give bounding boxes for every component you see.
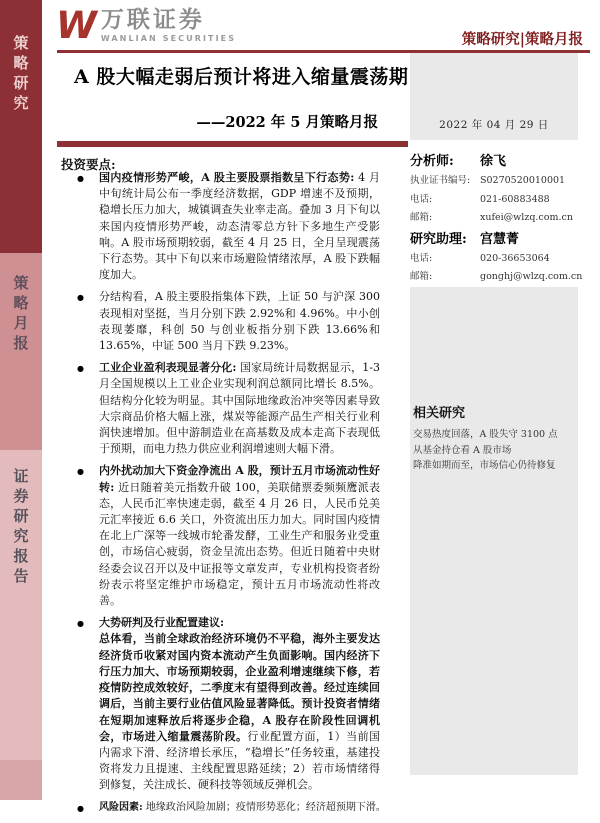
bullet-body: 4 月中旬统计局公布一季度经济数据，GDP 增速不及预期，稳增长压力加大，城镇调查失业率走高。叠加 3 月下旬以来国内疫情形势严峻，动态清零总方针下多地生产受影响。A 股市场预期较弱，截至 4 月 25 日，全月呈现震荡下行态势。其中下旬以来市场避险情绪浓厚，A 股下跌幅度加大。 [99, 171, 380, 282]
report-title: A 股大幅走弱后预计将进入缩量震荡期 [74, 66, 409, 88]
analyst-row-value: gonghj@wlzq.com.cn [480, 271, 583, 282]
analyst-row-label: 电话: [410, 252, 433, 264]
analyst-row-value: 020-36653064 [480, 252, 550, 264]
bullet-marker-icon: ● [77, 619, 84, 629]
analyst-row-value: xufei@wlzq.com.cn [480, 212, 573, 223]
bullet-item [77, 289, 380, 354]
analyst-row-value: S0270520010001 [480, 175, 566, 186]
bullet-body: 分结构看，A 股主要股指集体下跌，上证 50 与沪深 300 表现相对坚挺，当月分别下跌 2.92%和 4.96%。中小创表现萎靡，科创 50 与创业板指分别下跌 13.66%和 13.65%，中证 500 当月下跌 9.23%。 [99, 290, 380, 353]
bullet-text [99, 289, 380, 354]
analyst-row [410, 172, 596, 186]
sidebar-band-label: 证券研究报告 [11, 468, 30, 588]
report-subtitle: ——2022 年 5 月策略月报 [196, 114, 378, 131]
wanlian-logo [56, 4, 237, 47]
bullet-item [77, 615, 380, 793]
logo-name-cn: 万联证券 [100, 7, 205, 33]
bullet-lead: 风险因素: [99, 801, 143, 813]
bullet-marker-icon: ● [77, 293, 84, 303]
analyst-row [410, 209, 596, 223]
sidebar-band-1 [0, 0, 42, 253]
date-box [410, 53, 578, 140]
related-research-item: 交易热度回落，A 股失守 3100 点 [413, 429, 558, 440]
bullet-text [99, 360, 380, 457]
analyst-row-label: 邮箱: [410, 212, 433, 223]
bullet-lead: 工业企业盈利表现显著分化: [99, 361, 237, 375]
sidebar-band-label: 策略研究 [11, 35, 30, 115]
bullet-item [77, 360, 380, 457]
analyst-row-label: 研究助理: [410, 231, 467, 247]
keypoints-heading: 投资要点: [61, 157, 116, 172]
bullet-lead: 内外扰动加大下资金净流出 A 股，预计五月市场流动性好转: [99, 464, 380, 494]
analyst-row-label: 邮箱: [410, 271, 433, 282]
logo-text [101, 8, 236, 43]
analyst-row-label: 分析师: [410, 154, 454, 169]
analyst-row-value: 徐飞 [480, 154, 507, 169]
sidebar-band-2 [0, 253, 42, 450]
analyst-row [410, 250, 596, 264]
analyst-row-value: 宫慧菁 [480, 231, 520, 247]
report-category: 策略研究|策略月报 [461, 31, 583, 48]
bullet-body: 行业配置方面，1）当前国内需求下滑、经济增长承压，“稳增长”任务较重，基建投资将发力且提速、主线配置思路延续；2）若市场情绪得到修复，关注成长、硬科技等领域反弹机会。 [99, 729, 381, 792]
related-research-item: 从基金持仓看 A 股市场 [413, 444, 512, 456]
bullet-body: 地缘政治风险加剧；疫情形势恶化；经济超预期下滑。 [142, 801, 386, 813]
bullet-text [99, 463, 380, 609]
title-underline [57, 141, 408, 147]
report-date: 2022 年 04 月 29 日 [439, 119, 549, 131]
bullet-item [77, 170, 380, 283]
analyst-row-value: 021-60883488 [480, 193, 550, 205]
sidebar-band-label: 策略月报 [11, 275, 30, 355]
related-research-item: 降准如期而至，市场信心仍待修复 [413, 460, 556, 471]
bullet-marker-icon: ● [77, 803, 84, 813]
summary-bullets [77, 170, 386, 823]
bullet-body-bold: 总体看，当前全球政治经济环境仍不平稳，海外主要发达经济货币收紧对国内资本流动产生负面影响。国内经济下行压力加大、市场预期较弱，企业盈利增速继续下修，若疫情防控成效较好，二季度末有望得到改善。经过连续回调后，当前主要行业估值风险显著降低。预计投资者情绪在短期加速释放后将逐步企稳，A 股存在阶段性回调机会，市场进入缩量震荡阶段。 [99, 632, 380, 743]
analyst-row [410, 150, 596, 169]
related-research-heading: 相关研究 [413, 406, 466, 421]
bullet-marker-icon: ● [77, 364, 84, 374]
bullet-item [77, 800, 386, 817]
bullet-body: 国家局统计局数据显示，1-3 月全国规模以上工业企业实现利润总额同比增长 8.5%。但结构分化较为明显。其中国际地缘政治冲突等因素导致大宗商品价格大幅上涨，煤炭等能源产品生产相关行业利润快速增加。但中游制造业在高基数及成本走高下表现低于预期，而电力热力供应业利润增速则大幅下滑。 [99, 361, 380, 456]
sidebar-band-4 [0, 760, 42, 800]
bullet-marker-icon: ● [77, 467, 84, 477]
bullet-text [99, 615, 380, 793]
analyst-row [410, 268, 596, 282]
related-research-box [410, 287, 578, 775]
bullet-item [77, 463, 380, 609]
bullet-lead: 大势研判及行业配置建议: [99, 616, 225, 630]
analyst-row-label: 电话: [410, 193, 433, 205]
analyst-row [410, 228, 596, 247]
bullet-body: 近日随着美元指数升破 100，美联储票委频频鹰派表态，人民币汇率快速走弱，截至 4 月 26 日，人民币兑美元汇率接近 6.6 关口，外资流出压力加大。同时国内疫情在北上广深等一线城市轮番发酵，工业生产和服务业受重创，市场信心疲弱，资金呈流出态势。但近日随着中央财经委会议召开以及中证报等文章发声，专业机构投资者纷纷表示将坚定维护市场稳定，预计五月市场流动性将改善。 [99, 480, 380, 608]
sidebar-band-3 [0, 450, 42, 760]
logo-name-en: WANLIAN SECURITIES [100, 34, 237, 43]
bullet-text [99, 800, 386, 817]
analyst-row-label: 执业证书编号: [410, 175, 471, 186]
bullet-text [99, 170, 380, 283]
analyst-row [410, 191, 596, 205]
bullet-marker-icon: ● [77, 174, 84, 183]
sidebar [0, 0, 42, 800]
related-research-list [410, 421, 578, 474]
analyst-block [410, 150, 596, 287]
logo-w-icon: W [56, 4, 95, 47]
bullet-lead: 国内疫情形势严峻，A 股主要股票指数呈下行态势: [99, 171, 355, 184]
